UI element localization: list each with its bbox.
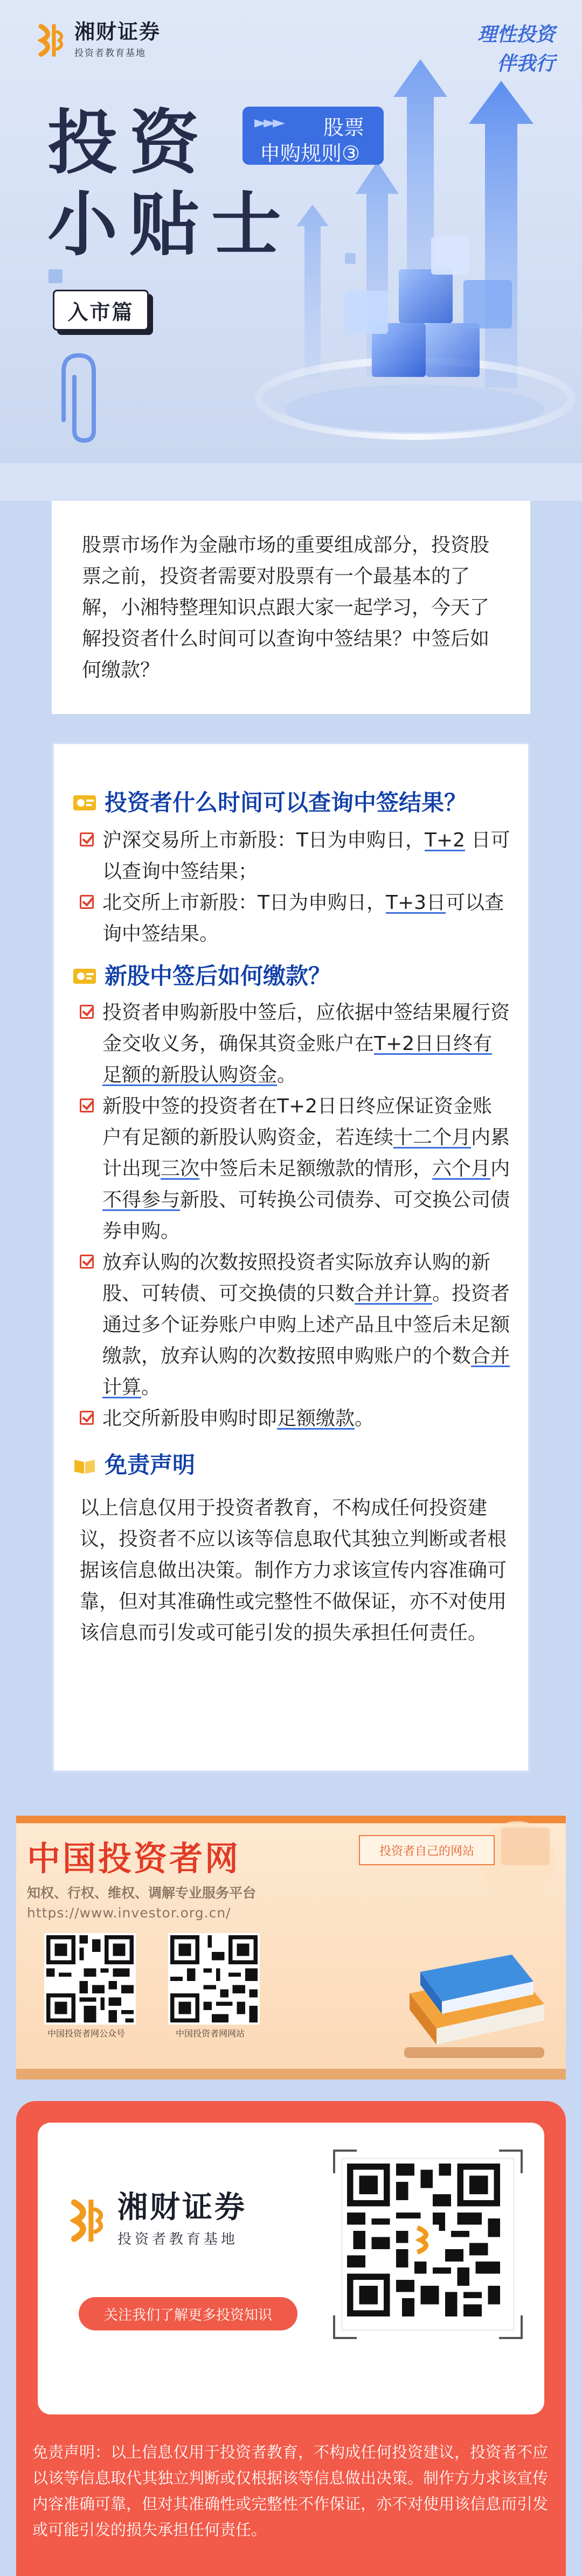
list-item (80, 1403, 511, 1434)
follow-button[interactable]: 关注我们了解更多投资知识 (79, 2297, 297, 2330)
footer-card (38, 2123, 544, 2414)
disclaimer-header (72, 1454, 195, 1476)
ticket-icon (72, 793, 97, 813)
list-item (80, 997, 511, 1091)
intro-card (52, 501, 530, 714)
qr-code-icon (343, 2159, 513, 2329)
investor-site-tag: 投资者自己的网站 (359, 1835, 495, 1865)
footer-logo (70, 2190, 247, 2248)
item-text: 北交所新股申购时即 (102, 1408, 278, 1430)
qr1-caption: 中国投资者网公众号 (47, 2028, 126, 2039)
list-item (80, 1247, 511, 1403)
item-text: 日可以查询中签结果； (102, 829, 510, 883)
page-title-line-1: 投资 (47, 102, 212, 184)
paperclip-icon (64, 355, 94, 440)
item-highlight: T+2 (425, 829, 466, 851)
item-text: 中签后未足额缴款的情形， (199, 1158, 433, 1180)
checkbox-icon (80, 1098, 94, 1112)
item-highlight: T+3日 (386, 892, 446, 914)
item-highlight: T+2日日终有足额的新股认购资金 (102, 1033, 493, 1086)
topic-pill (242, 107, 384, 165)
brand-name: 湘财证券 (74, 20, 161, 44)
checkbox-icon (80, 1411, 94, 1425)
item-text: 。 (355, 1408, 375, 1430)
item-text: 可以查询中签结果。 (102, 892, 504, 945)
disclaimer-text: 以上信息仅用于投资者教育，不构成任何投资建议，投资者不应以该等信息取代其独立判断或者根据该信息做出决策。制作方力求该宣传内容准确可靠，但对其准确性或完整性不做保证，亦不对使用该信息而引发或可能引发的损失承担任何责任。 (80, 1497, 507, 1644)
brand-subtitle: 投资者教育基地 (74, 48, 146, 59)
topic-pill-line-1: 股票 (323, 116, 365, 139)
item-text: 投资者申购新股中签后，应依据中签结果履行资金交收义务，确保其资金账户在 (102, 1002, 510, 1055)
fast-forward-icon: ►►► (254, 113, 282, 132)
brand-logo (38, 22, 161, 59)
topic-pill-line-2: 申购规则③ (260, 142, 361, 165)
section-2-header (72, 965, 331, 988)
book-icon (72, 1455, 97, 1475)
entry-tag (53, 290, 149, 331)
item-text: 内累计出现 (102, 1126, 510, 1180)
slogan-line-1: 理性投资 (477, 24, 555, 46)
checkbox-icon (80, 832, 94, 846)
slogan (477, 20, 555, 79)
qa-card (52, 742, 530, 1773)
item-text: 。 (277, 1064, 297, 1086)
item-text: 内 (490, 1158, 510, 1180)
list-item (80, 887, 511, 950)
list-item (80, 1091, 511, 1247)
investor-site-title: 中国投资者网 (27, 1839, 241, 1878)
ticket-icon (72, 967, 97, 986)
item-highlight: 三次 (161, 1158, 200, 1180)
item-highlight: 不得参与 (102, 1189, 181, 1211)
item-highlight: 六个月 (432, 1158, 491, 1180)
footer-disclaimer: 免责声明：以上信息仅用于投资者教育，不构成任何投资建议，投资者不应以该等信息取代其独立判断或仅根据该等信息做出决策。制作方力求该宣传内容准确可靠，但对其准确性或完整性不作保证，亦不对使用该信息而引发或可能引发的损失承担任何责任。 (32, 2443, 549, 2539)
logo-mark-icon (70, 2198, 108, 2243)
disclaimer-title: 免责声明 (105, 1452, 196, 1478)
intro-text: 股票市场作为金融市场的重要组成部分，投资股票之前，投资者需要对股票有一个最基本的了解，小湘特整理知识点跟大家一起学习，今天了解投资者什么时间可以查询中签结果？中签后如何缴款？ (82, 534, 490, 681)
footer-brand-name: 湘财证券 (117, 2190, 247, 2225)
investor-site-banner[interactable] (16, 1816, 566, 2080)
item-highlight: 足额缴款 (277, 1408, 355, 1430)
item-text: 。 (141, 1376, 161, 1398)
investor-site-subtitle: 知权、行权、维权、调解专业服务平台 (27, 1885, 257, 1901)
entry-tag-label: 入市篇 (67, 300, 134, 324)
page-title-line-2: 小贴士 (47, 184, 294, 265)
qr-code-icon (168, 1933, 260, 2025)
item-text: 北交所上市新股：T日为申购日， (102, 892, 386, 914)
item-text: 放弃认购的次数按照投资者实际放弃认购的新股、可转债、可交换债的只数 (102, 1251, 491, 1305)
item-highlight: 合并计算 (355, 1283, 433, 1305)
list-item (80, 825, 511, 887)
section-1-title: 投资者什么时间可以查询中签结果？ (105, 789, 467, 816)
qr2-caption: 中国投资者网网站 (176, 2028, 245, 2039)
section-1-list (80, 825, 511, 950)
checkbox-icon (80, 1255, 94, 1269)
item-text: 沪深交易所上市新股：T日为申购日， (102, 829, 425, 851)
item-text: 新股、可转换公司债券、可交换公司债券申购。 (102, 1189, 510, 1242)
section-2-title: 新股中签后如何缴款？ (105, 963, 331, 989)
item-highlight: 十二个月 (393, 1126, 472, 1149)
item-text: 。投资者通过多个证券账户申购上述产品且中签后未足额缴款，放弃认购的次数按照申购账户的个数 (102, 1283, 510, 1367)
section-1-header (72, 789, 467, 816)
section-2-list (80, 997, 511, 1434)
checkbox-icon (80, 1005, 94, 1019)
qr-code-icon (44, 1933, 136, 2025)
slogan-line-2: 伴我行 (496, 53, 555, 75)
checkbox-icon (80, 895, 94, 909)
footer (16, 2101, 566, 2576)
hero-banner (0, 0, 582, 501)
footer-brand-subtitle: 投资者教育基地 (117, 2231, 239, 2248)
logo-mark-icon (38, 23, 67, 58)
item-highlight: 合并计算 (102, 1345, 510, 1398)
item-text: 新股中签的投资者在T+2日日终应保证资金账户有足额的新股认购资金，若连续 (102, 1095, 493, 1149)
investor-site-url[interactable]: https://www.investor.org.cn/ (27, 1905, 231, 1921)
books-illustration (388, 1913, 550, 2069)
